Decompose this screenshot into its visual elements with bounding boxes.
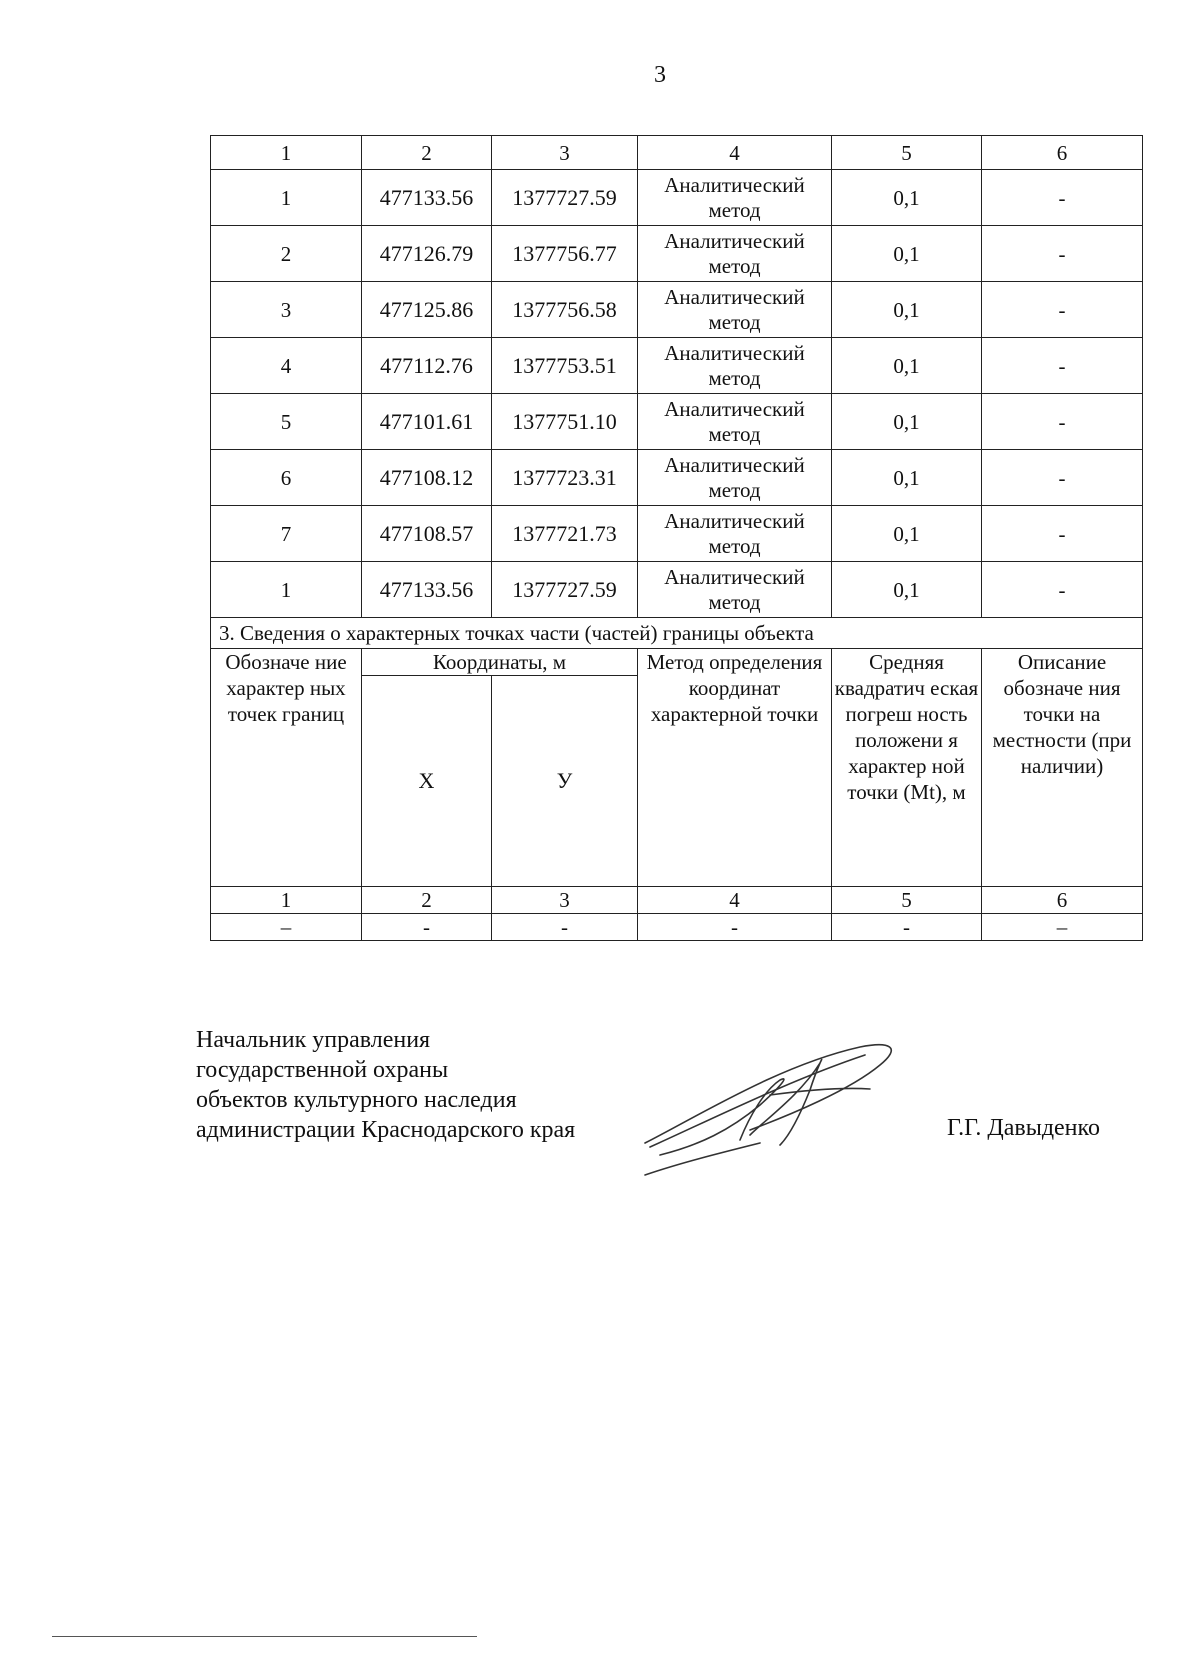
point-id-cell: 2 bbox=[211, 226, 362, 282]
point-id-cell: 3 bbox=[211, 282, 362, 338]
coordinates-header: Координаты, м bbox=[362, 649, 638, 676]
x-coordinate-cell: 477133.56 bbox=[362, 170, 492, 226]
empty-cell: - bbox=[832, 914, 982, 941]
empty-cell: - bbox=[492, 914, 638, 941]
signatory-position bbox=[196, 1025, 575, 1145]
table-row bbox=[211, 226, 1143, 282]
empty-cell: - bbox=[638, 914, 832, 941]
method-cell: Аналитический метод bbox=[638, 282, 832, 338]
error-cell: 0,1 bbox=[832, 450, 982, 506]
x-coordinate-cell: 477108.12 bbox=[362, 450, 492, 506]
column-number-cell: 2 bbox=[362, 136, 492, 170]
method-cell: Аналитический метод bbox=[638, 394, 832, 450]
section-empty-row bbox=[211, 914, 1143, 941]
column-number-cell: 1 bbox=[211, 887, 362, 914]
column-number-cell: 5 bbox=[832, 136, 982, 170]
y-coordinate-cell: 1377721.73 bbox=[492, 506, 638, 562]
point-id-cell: 1 bbox=[211, 562, 362, 618]
column-number-cell: 4 bbox=[638, 887, 832, 914]
column-number-cell: 4 bbox=[638, 136, 832, 170]
point-id-cell: 4 bbox=[211, 338, 362, 394]
y-coordinate-cell: 1377727.59 bbox=[492, 562, 638, 618]
error-cell: 0,1 bbox=[832, 282, 982, 338]
point-id-cell: 1 bbox=[211, 170, 362, 226]
y-coordinate-cell: 1377756.58 bbox=[492, 282, 638, 338]
error-cell: 0,1 bbox=[832, 506, 982, 562]
column-number-cell: 1 bbox=[211, 136, 362, 170]
page-number: 3 bbox=[654, 62, 666, 88]
section-number-row bbox=[211, 887, 1143, 914]
x-coordinate-cell: 477133.56 bbox=[362, 562, 492, 618]
designation-header: Обозначе ние характер ных точек границ bbox=[211, 649, 362, 887]
column-number-row bbox=[211, 136, 1143, 170]
y-coordinate-cell: 1377753.51 bbox=[492, 338, 638, 394]
column-number-cell: 6 bbox=[982, 887, 1143, 914]
column-number-cell: 3 bbox=[492, 887, 638, 914]
x-coordinate-cell: 477108.57 bbox=[362, 506, 492, 562]
error-cell: 0,1 bbox=[832, 562, 982, 618]
method-cell: Аналитический метод bbox=[638, 170, 832, 226]
point-id-cell: 7 bbox=[211, 506, 362, 562]
description-cell: - bbox=[982, 226, 1143, 282]
method-cell: Аналитический метод bbox=[638, 338, 832, 394]
position-line: государственной охраны bbox=[196, 1057, 449, 1083]
description-header: Описание обозначе ния точки на местности (при наличии) bbox=[982, 649, 1143, 887]
y-coordinate-cell: 1377727.59 bbox=[492, 170, 638, 226]
error-header: Средняя квадратич еская погреш ность положени я характер ной точки (Mt), м bbox=[832, 649, 982, 887]
x-coordinate-cell: 477101.61 bbox=[362, 394, 492, 450]
description-cell: - bbox=[982, 282, 1143, 338]
table-row bbox=[211, 282, 1143, 338]
table-row bbox=[211, 394, 1143, 450]
empty-cell: - bbox=[362, 914, 492, 941]
column-number-cell: 5 bbox=[832, 887, 982, 914]
coordinates-table-wrapper bbox=[210, 135, 1142, 941]
point-id-cell: 5 bbox=[211, 394, 362, 450]
error-cell: 0,1 bbox=[832, 394, 982, 450]
section-title-row bbox=[211, 618, 1143, 649]
table-row bbox=[211, 338, 1143, 394]
column-number-cell: 3 bbox=[492, 136, 638, 170]
description-cell: - bbox=[982, 338, 1143, 394]
x-coordinate-cell: 477125.86 bbox=[362, 282, 492, 338]
method-cell: Аналитический метод bbox=[638, 562, 832, 618]
x-coordinate-cell: 477112.76 bbox=[362, 338, 492, 394]
error-cell: 0,1 bbox=[832, 226, 982, 282]
description-cell: - bbox=[982, 170, 1143, 226]
empty-cell: – bbox=[982, 914, 1143, 941]
footer-divider bbox=[52, 1636, 477, 1637]
column-number-cell: 2 bbox=[362, 887, 492, 914]
section-title: 3. Сведения о характерных точках части (частей) границы объекта bbox=[211, 618, 1143, 649]
signatory-name: Г.Г. Давыденко bbox=[947, 1115, 1100, 1141]
method-cell: Аналитический метод bbox=[638, 226, 832, 282]
table-row bbox=[211, 506, 1143, 562]
handwritten-signature bbox=[640, 1035, 910, 1185]
y-coordinate-cell: 1377756.77 bbox=[492, 226, 638, 282]
table-row bbox=[211, 450, 1143, 506]
point-id-cell: 6 bbox=[211, 450, 362, 506]
description-cell: - bbox=[982, 450, 1143, 506]
description-cell: - bbox=[982, 394, 1143, 450]
section-header-row bbox=[211, 649, 1143, 676]
y-coordinate-cell: 1377723.31 bbox=[492, 450, 638, 506]
position-line: Начальник управления bbox=[196, 1027, 431, 1053]
y-header: У bbox=[492, 676, 638, 887]
coordinates-table bbox=[210, 135, 1143, 941]
position-line: объектов культурного наследия bbox=[196, 1087, 517, 1113]
table-row bbox=[211, 170, 1143, 226]
x-header: X bbox=[362, 676, 492, 887]
position-line: администрации Краснодарского края bbox=[196, 1117, 576, 1143]
x-coordinate-cell: 477126.79 bbox=[362, 226, 492, 282]
error-cell: 0,1 bbox=[832, 338, 982, 394]
column-number-cell: 6 bbox=[982, 136, 1143, 170]
error-cell: 0,1 bbox=[832, 170, 982, 226]
description-cell: - bbox=[982, 562, 1143, 618]
empty-cell: – bbox=[211, 914, 362, 941]
method-cell: Аналитический метод bbox=[638, 450, 832, 506]
method-header: Метод определения координат характерной точки bbox=[638, 649, 832, 887]
description-cell: - bbox=[982, 506, 1143, 562]
table-row bbox=[211, 562, 1143, 618]
method-cell: Аналитический метод bbox=[638, 506, 832, 562]
y-coordinate-cell: 1377751.10 bbox=[492, 394, 638, 450]
